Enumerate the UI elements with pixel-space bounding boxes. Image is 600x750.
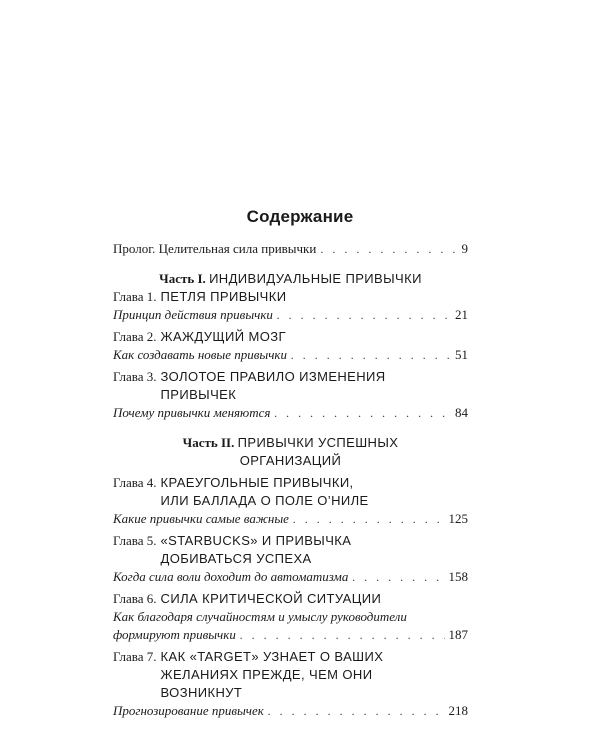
chapter-subtitle: Какие привычки самые важные <box>113 511 289 526</box>
page-number: 84 <box>455 405 468 420</box>
page-number: 21 <box>455 307 468 322</box>
dot-leader <box>352 568 444 586</box>
chapter-heading-2[interactable] <box>113 328 468 346</box>
page-title: Содержание <box>246 207 354 226</box>
chapter-heading-6[interactable] <box>113 590 468 608</box>
chapter-subtitle: Как создавать новые привычки <box>113 347 287 362</box>
page-number: 158 <box>448 569 468 584</box>
chapter-title-line: ИЛИ БАЛЛАДА О ПОЛЕ О’НИЛЕ <box>160 493 369 508</box>
chapter-heading-3[interactable] <box>113 368 468 404</box>
toc-entry-chapter-4[interactable] <box>113 510 468 528</box>
page-number: 9 <box>461 241 468 256</box>
chapter-title-line: КАК «TARGET» УЗНАЕТ О ВАШИХ <box>160 649 384 664</box>
part-label: Часть I. <box>159 271 206 286</box>
chapter-title: ПЕТЛЯ ПРИВЫЧКИ <box>160 289 287 304</box>
part-heading-2 <box>113 434 468 470</box>
dot-leader <box>291 346 451 364</box>
chapter-label: Глава 4. <box>113 475 157 490</box>
toc-entry-chapter-5[interactable] <box>113 568 468 586</box>
chapter-title <box>161 532 352 568</box>
chapter-subtitle: Прогнозирование привычек <box>113 703 264 718</box>
page-number: 187 <box>448 627 468 642</box>
dot-leader <box>277 306 451 324</box>
chapter-title: СИЛА КРИТИЧЕСКОЙ СИТУАЦИИ <box>160 591 382 606</box>
chapter-heading-1[interactable] <box>113 288 468 306</box>
chapter-heading-4[interactable] <box>113 474 468 510</box>
part-label: Часть II. <box>182 435 235 450</box>
chapter-heading-5[interactable] <box>113 532 468 568</box>
toc-entry-chapter-3[interactable] <box>113 404 468 422</box>
part-title: ИНДИВИДУАЛЬНЫЕ ПРИВЫЧКИ <box>209 271 422 286</box>
chapter-subtitle: Когда сила воли доходит до автоматизма <box>113 569 349 584</box>
chapter-subtitle: формируют привычки <box>113 627 236 642</box>
part-title-line: ПРИВЫЧКИ УСПЕШНЫХ <box>237 435 399 450</box>
chapter-title-line: «STARBUCKS» И ПРИВЫЧКА <box>160 533 352 548</box>
chapter-title-line: ВОЗНИКНУТ <box>160 685 243 700</box>
chapter-title <box>161 648 384 702</box>
dot-leader <box>274 404 451 422</box>
toc-entry-chapter-1[interactable] <box>113 306 468 324</box>
chapter-label: Глава 5. <box>113 533 157 548</box>
page-number: 218 <box>448 703 468 718</box>
dot-leader <box>320 240 457 258</box>
toc-entry-chapter-7[interactable] <box>113 702 468 720</box>
part-heading-1 <box>113 270 468 288</box>
dot-leader <box>293 510 445 528</box>
chapter-label: Глава 1. <box>113 289 157 304</box>
page-number: 51 <box>455 347 468 362</box>
toc-entry-prologue[interactable] <box>113 240 468 258</box>
chapter-subtitle: Почему привычки меняются <box>113 405 271 420</box>
chapter-title: ЖАЖДУЩИЙ МОЗГ <box>160 329 286 344</box>
chapter-subtitle-line <box>113 608 468 626</box>
chapter-subtitle: Принцип действия привычки <box>113 307 273 322</box>
chapter-title-line: ЖЕЛАНИЯХ ПРЕЖДЕ, ЧЕМ ОНИ <box>160 667 373 682</box>
page-number: 125 <box>448 511 468 526</box>
part-title-line: ОРГАНИЗАЦИЙ <box>239 453 342 468</box>
chapter-title-line: ДОБИВАТЬСЯ УСПЕХА <box>160 551 312 566</box>
table-of-contents <box>113 240 468 720</box>
chapter-heading-7[interactable] <box>113 648 468 702</box>
chapter-label: Глава 3. <box>113 369 157 384</box>
toc-entry-chapter-2[interactable] <box>113 346 468 364</box>
prologue-text: Пролог. Целительная сила привычки <box>113 241 317 256</box>
chapter-label: Глава 6. <box>113 591 157 606</box>
chapter-title-line: ПРИВЫЧЕК <box>160 387 237 402</box>
chapter-label: Глава 7. <box>113 649 157 664</box>
chapter-title <box>161 474 369 510</box>
dot-leader <box>268 702 445 720</box>
chapter-title-line: КРАЕУГОЛЬНЫЕ ПРИВЫЧКИ, <box>160 475 354 490</box>
chapter-title-line: ЗОЛОТОЕ ПРАВИЛО ИЗМЕНЕНИЯ <box>160 369 386 384</box>
chapter-subtitle: Как благодаря случайностям и умыслу руководители <box>113 609 407 624</box>
chapter-label: Глава 2. <box>113 329 157 344</box>
chapter-title <box>161 368 386 404</box>
dot-leader <box>240 626 445 644</box>
toc-entry-chapter-6[interactable] <box>113 626 468 644</box>
